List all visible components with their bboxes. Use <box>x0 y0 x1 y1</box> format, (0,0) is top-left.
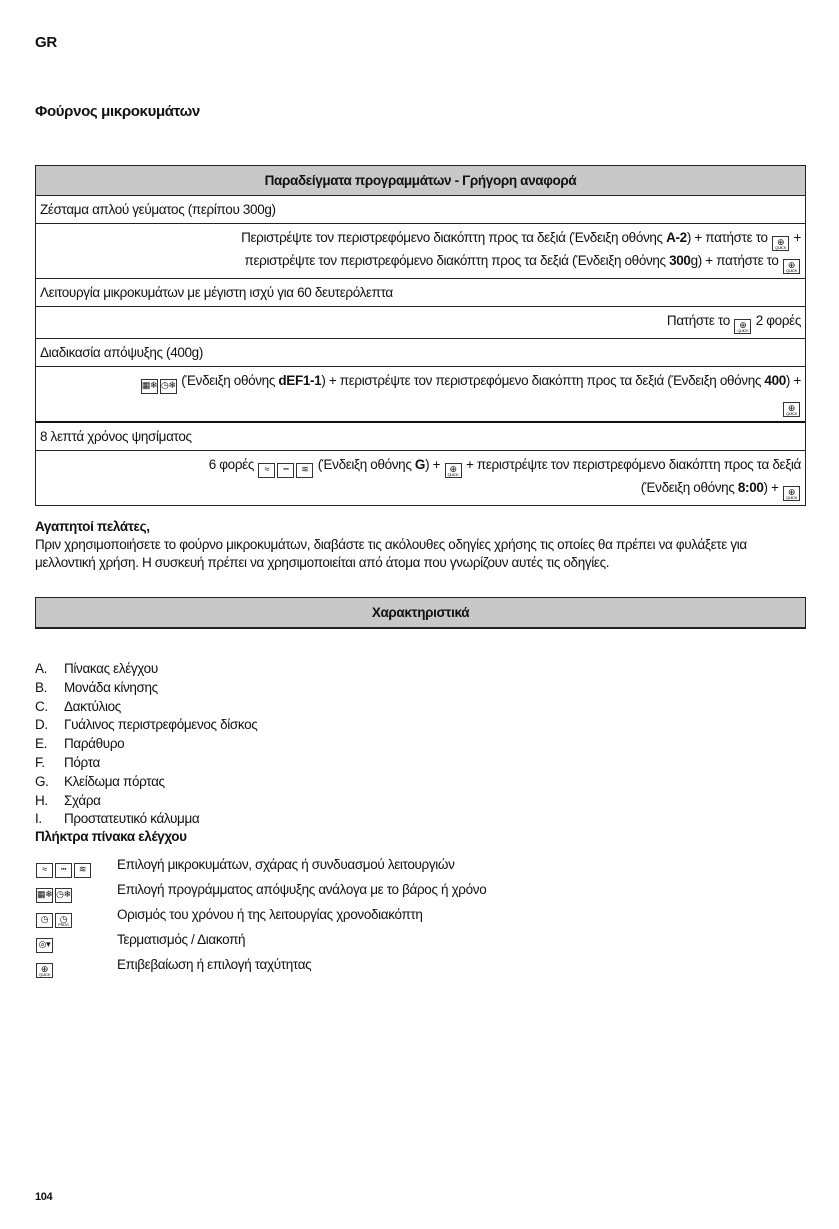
clock-icon: ◷ <box>36 913 53 928</box>
table-row <box>36 307 805 339</box>
quick-start-icon: ⊕ QUICK <box>783 259 800 274</box>
text: Περιστρέψτε τον περιστρεφόμενο διακόπτη προς τα δεξιά (Ένδειξη οθόνης <box>241 230 667 245</box>
grill-icon: ┅ <box>277 463 294 478</box>
text: ) + <box>425 457 444 472</box>
defrost-weight-icon: ▦❄ <box>141 379 158 394</box>
display-value: G <box>414 457 426 472</box>
combi-icon: ≋ <box>74 863 91 878</box>
list-item: ≈ ┅ ≋ Επιλογή μικροκυμάτων, σχάρας ή συνδυασμού λειτουργιών <box>35 853 486 878</box>
list-item: C. Δακτύλιος <box>35 698 121 714</box>
keys-list <box>35 853 486 978</box>
features-list <box>35 660 257 829</box>
text: ) + <box>763 480 782 495</box>
defrost-time-icon: ◷❄ <box>55 888 72 903</box>
keys-heading: Πλήκτρα πίνακα ελέγχου <box>35 829 187 844</box>
list-item: ◷ ◷ PROG Ορισμός του χρόνου ή της λειτουργίας χρονοδιακόπτη <box>35 903 486 928</box>
table-header: Παραδείγματα προγραμμάτων - Γρήγορη αναφορά <box>36 166 805 196</box>
text: (Ένδειξη οθόνης <box>181 373 279 388</box>
text: 6 φορές <box>208 457 258 472</box>
quick-start-icon: ⊕ QUICK <box>36 963 53 978</box>
stop-icon: ◎▾ <box>36 938 53 953</box>
list-item: ⊕ QUICK Επιβεβαίωση ή επιλογή ταχύτητας <box>35 953 486 978</box>
text: (Ένδειξη οθόνης <box>314 457 415 472</box>
text: + περιστρέψτε τον περιστρεφόμενο διακόπτη προς τα δεξιά <box>462 457 801 472</box>
display-value: 8:00 <box>737 480 764 495</box>
quick-reference-table <box>35 165 806 506</box>
quick-start-icon: ⊕ QUICK <box>772 236 789 251</box>
features-table <box>35 597 806 629</box>
text: (Ένδειξη οθόνης <box>640 480 738 495</box>
intro-text: Πριν χρησιμοποιήσετε το φούρνο μικροκυμάτων, διαβάστε τις ακόλουθες οδηγίες χρήσης τις οποίες θα πρέπει να φυλάξετε για μελλοντική χρήση. Η συσκευή πρέπει να χρησιμοποιείται από άτομα που γνωρίζουν αυτές τις οδηγίες. <box>35 537 747 570</box>
quick-start-icon: ⊕ QUICK <box>783 486 800 501</box>
list-item: ◎▾ Τερματισμός / Διακοπή <box>35 928 486 953</box>
quick-start-icon: ⊕ QUICK <box>445 463 462 478</box>
language-code: GR <box>35 34 57 51</box>
text: περιστρέψτε τον περιστρεφόμενο διακόπτη προς τα δεξιά (Ένδειξη οθόνης <box>244 253 670 268</box>
page-number: 104 <box>35 1191 53 1203</box>
table-row: Ζέσταμα απλού γεύματος (περίπου 300g) <box>36 196 805 224</box>
list-item: ▦❄ ◷❄ Επιλογή προγράμματος απόψυξης ανάλογα με το βάρος ή χρόνο <box>35 878 486 903</box>
text: 2 φορές <box>752 313 801 328</box>
table-row: Διαδικασία απόψυξης (400g) <box>36 339 805 367</box>
list-item: H. Σχάρα <box>35 792 101 808</box>
microwave-icon: ≈ <box>258 463 275 478</box>
display-value: A-2 <box>666 230 687 245</box>
combi-icon: ≋ <box>296 463 313 478</box>
list-item: G. Κλείδωμα πόρτας <box>35 773 165 789</box>
text: ) + περιστρέψτε τον περιστρεφόμενο διακόπτη προς τα δεξιά (Ένδειξη οθόνης <box>321 373 765 388</box>
list-item: D. Γυάλινος περιστρεφόμενος δίσκος <box>35 717 258 733</box>
quick-start-icon: ⊕ QUICK <box>783 402 800 417</box>
grill-icon: ┅ <box>55 863 72 878</box>
table-row <box>36 367 805 423</box>
microwave-icon: ≈ <box>36 863 53 878</box>
list-item: F. Πόρτα <box>35 754 100 770</box>
table-row <box>36 224 805 279</box>
list-item: E. Παράθυρο <box>35 736 125 752</box>
quick-start-icon: ⊕ QUICK <box>734 319 751 334</box>
prog-icon: ◷ PROG <box>55 913 72 928</box>
text: g) + πατήστε το <box>690 253 782 268</box>
list-item: I. Προστατευτικό κάλυμμα <box>35 811 200 827</box>
display-value: dEF1-1 <box>278 373 322 388</box>
defrost-time-icon: ◷❄ <box>160 379 177 394</box>
intro-heading: Αγαπητοί πελάτες, <box>35 519 150 534</box>
text: ) + <box>785 373 801 388</box>
text: Πατήστε το <box>666 313 734 328</box>
table-row: 8 λεπτά χρόνος ψησίματος <box>36 423 805 451</box>
features-header: Χαρακτηριστικά <box>36 598 805 628</box>
intro <box>35 518 805 572</box>
list-item: A. Πίνακας ελέγχου <box>35 661 158 676</box>
display-value: 400 <box>764 373 786 388</box>
text: ) + πατήστε το <box>686 230 772 245</box>
defrost-weight-icon: ▦❄ <box>36 888 53 903</box>
text: + <box>790 230 801 245</box>
table-row: Λειτουργία μικροκυμάτων με μέγιστη ισχύ για 60 δευτερόλεπτα <box>36 279 805 307</box>
table-row <box>36 451 805 505</box>
display-value: 300 <box>669 253 691 268</box>
list-item: B. Μονάδα κίνησης <box>35 679 158 695</box>
page-title: Φούρνος μικροκυμάτων <box>35 103 200 120</box>
